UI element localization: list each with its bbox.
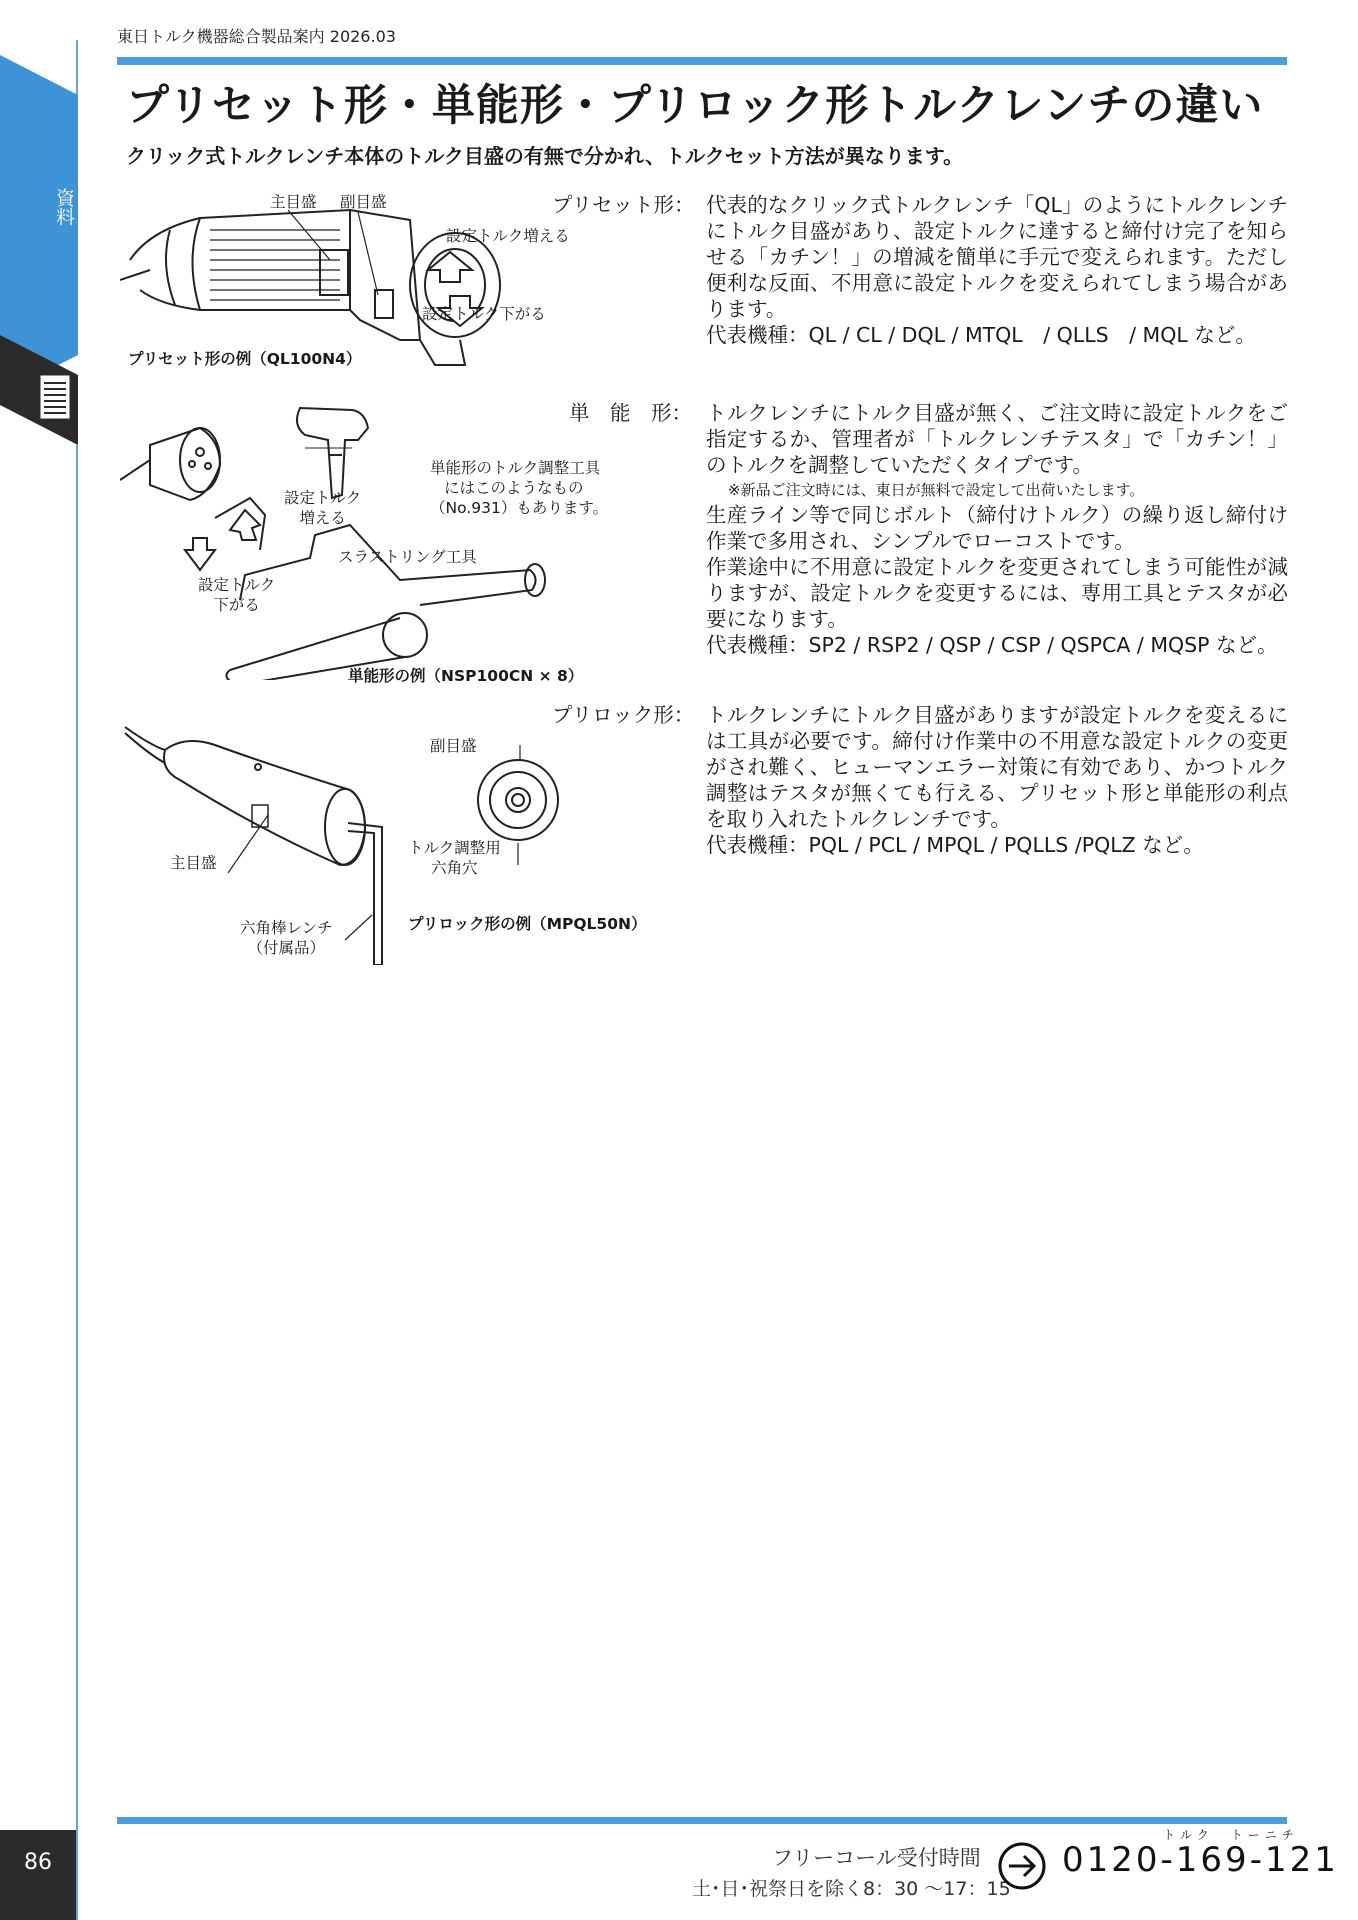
freecall-hours: 土･日･祝祭日を除く8：30 ～17：15 [692,1878,1011,1900]
prelock-sub-scale-callout: 副目盛 [430,737,477,755]
side-tab-dark [0,335,80,445]
single-paragraph-2: 生産ライン等で同じボルト（締付けトルク）の繰り返し締付け作業で多用され、シンプルでローコストです。 [706,503,1288,553]
adjust-tool-callout [430,458,608,518]
single-torque-up-line-1: 設定トルク [284,489,362,507]
hex-hole-callout [408,838,501,878]
torque-down-callout: 設定トルク下がる [422,305,546,323]
single-torque-up-callout [284,488,361,528]
hex-key-line-2: （付属品） [247,939,326,957]
page-number: 86 [24,1850,52,1875]
prelock-figure-caption: プリロック形の例（MPQL50N） [408,915,647,933]
preset-models: 代表機種：QL / CL / DQL / MTQL / QLLS / MQL など。 [706,323,1256,347]
single-wrench-illustration [120,400,560,680]
single-torque-down-line-2: 下がる [213,596,260,614]
page-subtitle: クリック式トルクレンチ本体のトルク目盛の有無で分かれ、トルクセット方法が異なります。 [126,144,964,168]
freecall-hours-label: フリーコール受付時間 [772,1846,981,1870]
single-paragraph-3: 作業途中に不用意に設定トルクを変更されてしまう可能性が減りますが、設定トルクを変更するには、専用工具とテスタが必要になります。 [706,555,1288,631]
single-note: ※新品ご注文時には、東日が無料で設定して出荷いたします。 [728,481,1145,499]
document-icon [40,375,70,419]
footer-bar [117,1817,1287,1824]
single-description [706,400,1288,658]
adjust-tool-line-3: （No.931）もあります。 [430,499,609,517]
sub-scale-callout: 副目盛 [340,193,387,211]
page-number-box [0,1830,76,1920]
page-title: プリセット形・単能形・プリロック形トルクレンチの違い [126,81,1264,131]
hex-key-callout [240,918,333,958]
catalog-title: 東日トルク機器総合製品案内 2026.03 [117,27,396,46]
preset-figure-caption: プリセット形の例（QL100N4） [128,350,362,368]
prelock-description [706,702,1288,858]
prelock-models: 代表機種：PQL / PCL / MPQL / PQLLS /PQLZ など。 [706,833,1204,857]
single-torque-up-line-2: 増える [299,509,346,527]
prelock-main-scale-callout: 主目盛 [170,854,217,872]
prelock-paragraph: トルクレンチにトルク目盛がありますが設定トルクを変えるには工具が必要です。締付け作業中の不用意な設定トルクの変更がされ難く、ヒューマンエラー対策に有効であり、かつトルク調整はテスタが無くても行える、プリセット形と単能形の利点を取り入れたトルクレンチです。 [706,703,1288,831]
freecall-phone-number[interactable]: 0120-169-121 [1062,1840,1339,1880]
adjust-tool-line-2: にはこのようなもの [444,479,584,497]
hex-key-line-1: 六角棒レンチ [240,919,333,937]
header-bar [117,57,1287,65]
single-term: 単 能 形： [569,401,692,425]
single-torque-down-line-1: 設定トルク [198,576,276,594]
thrust-ring-tool-callout: スラストリング工具 [338,548,477,566]
phone-ruby: トルク トーニチ [1163,1828,1299,1842]
hex-hole-line-1: トルク調整用 [408,839,501,857]
torque-up-callout: 設定トルク増える [446,227,570,245]
preset-paragraph: 代表的なクリック式トルクレンチ「QL」のようにトルクレンチにトルク目盛があり、設定トルクに達すると締付け完了を知らせる「カチン！」の増減を簡単に手元で変えられます。ただし便利な反面、不用意に設定トルクを変えられてしまう場合があります。 [706,193,1288,321]
single-torque-down-callout [198,575,275,615]
hex-hole-line-2: 六角穴 [431,859,478,877]
preset-description [706,192,1288,348]
single-figure-caption: 単能形の例（NSP100CN × 8） [348,667,584,685]
prelock-term: プリロック形： [552,703,695,727]
side-tab-label: 資料 [53,188,75,226]
main-scale-callout: 主目盛 [270,193,317,211]
arrow-right-circle-icon [996,1840,1048,1892]
single-models: 代表機種：SP2 / RSP2 / QSP / CSP / QSPCA / MQSP など。 [706,633,1278,657]
adjust-tool-line-1: 単能形のトルク調整工具 [430,459,601,477]
single-paragraph-1: トルクレンチにトルク目盛が無く、ご注文時に設定トルクをご指定するか、管理者が「トルクレンチテスタ」で「カチン！」のトルクを調整していただくタイプです。 [706,401,1288,477]
preset-term: プリセット形： [552,193,695,217]
